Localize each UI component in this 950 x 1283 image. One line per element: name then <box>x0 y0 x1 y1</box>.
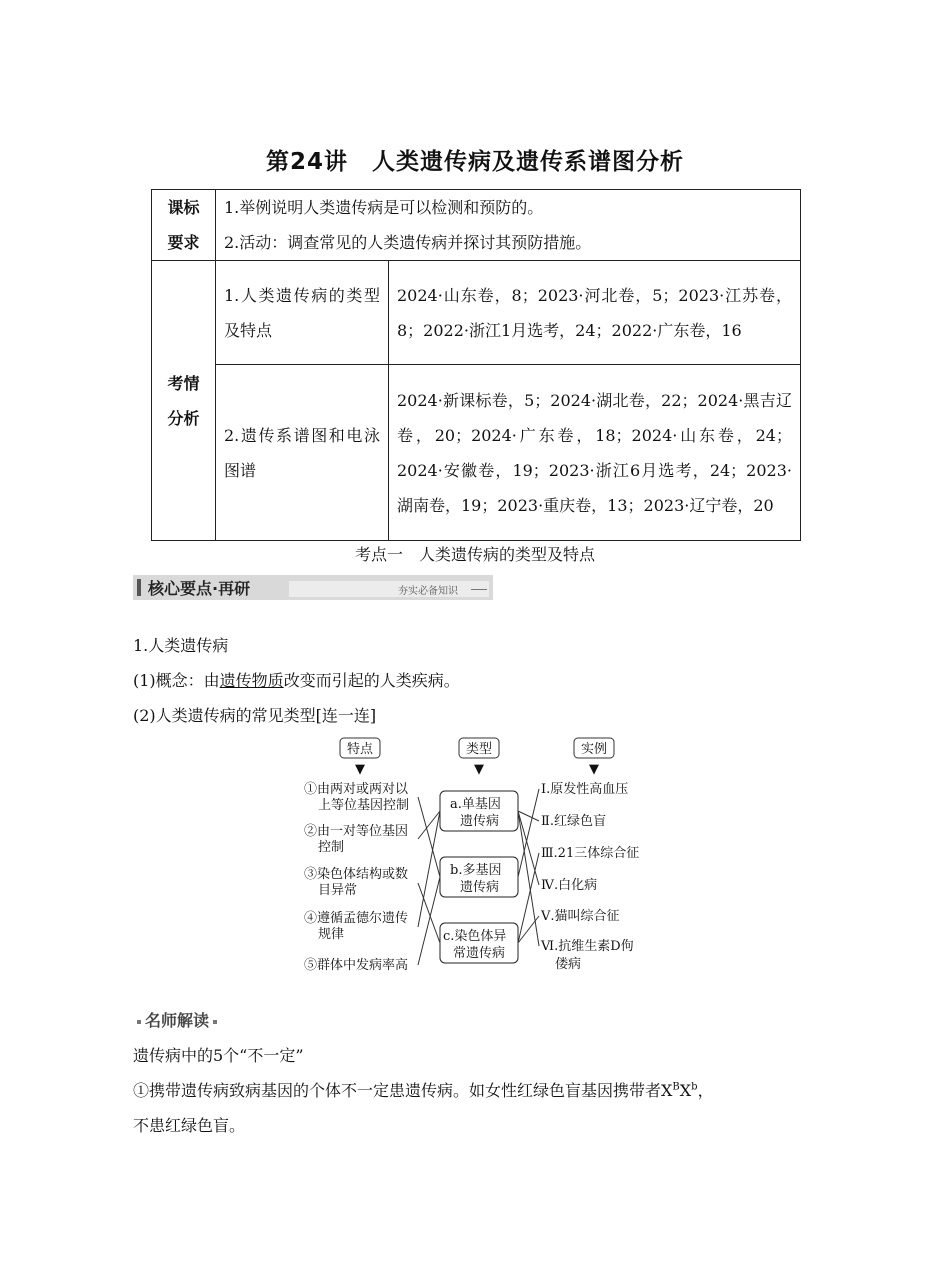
matching-diagram <box>300 735 660 980</box>
teacher-note-label-text: 名师解读 <box>145 1011 210 1030</box>
banner-tag: 夯实必备知识 <box>398 586 458 597</box>
paragraph-heading: 1.人类遗传病 <box>133 636 229 655</box>
requirement-line: 1.举例说明人类遗传病是可以检测和预防的。 <box>224 198 544 217</box>
table-row-requirements <box>152 190 801 261</box>
header-examples: 实例 <box>580 742 608 757</box>
type-item: 遗传病 <box>460 880 500 895</box>
requirements-cell <box>216 190 801 261</box>
page-title: 第24讲 人类遗传病及遗传系谱图分析 <box>265 149 684 175</box>
header-line: 课标 <box>167 198 200 217</box>
superscript: B <box>672 1081 680 1093</box>
note-text: ， <box>697 1081 714 1100</box>
arrow-down-icon: ▼ <box>474 762 484 777</box>
feature-item: ⑤群体中发病率高 <box>304 958 409 973</box>
header-cell-analysis <box>152 261 216 541</box>
header-types: 类型 <box>465 742 493 757</box>
type-item: 常遗传病 <box>453 946 506 961</box>
feature-list <box>304 781 409 973</box>
sources-cell: 2024·山东卷，8；2023·河北卷，5；2023·江苏卷，8；2022·浙江1月选考，24；2022·广东卷，16 <box>389 261 801 365</box>
banner-label: 核心要点·再研 <box>148 579 251 598</box>
header-line: 考情 <box>167 373 200 393</box>
topic-cell: 2.遗传系谱图和电泳图谱 <box>216 365 389 541</box>
concept-suffix: 改变而引起的人类疾病。 <box>283 671 460 690</box>
connector-line <box>418 797 440 877</box>
feature-item: ③染色体结构或数 <box>304 867 409 882</box>
header-cell-requirements <box>152 190 216 261</box>
example-list <box>540 781 639 972</box>
example-item: Ⅴ.猫叫综合征 <box>541 909 620 924</box>
type-item: b.多基因 <box>450 863 502 878</box>
diagram-headers <box>340 738 614 777</box>
example-item: Ⅳ.白化病 <box>541 878 598 893</box>
teacher-note-item <box>133 1078 813 1101</box>
connector-line <box>518 811 539 821</box>
feature-item: 上等位基因控制 <box>318 798 410 813</box>
example-item: Ⅲ.21三体综合征 <box>541 846 640 861</box>
connector-line <box>418 877 440 965</box>
section-subtitle: 考点一 人类遗传病的类型及特点 <box>354 545 595 564</box>
feature-item: 目异常 <box>318 883 358 898</box>
table-row-analysis-1 <box>152 261 801 365</box>
connector-line <box>418 811 440 927</box>
banner-tag-line <box>471 589 487 590</box>
connector-line <box>518 811 539 885</box>
superscript: b <box>691 1081 698 1093</box>
type-item: c.染色体异 <box>443 929 507 944</box>
teacher-note-heading: 遗传病中的5个“不一定” <box>133 1046 304 1065</box>
topic-cell: 1.人类遗传病的类型及特点 <box>216 261 389 365</box>
feature-item: ①由两对或两对以 <box>304 782 409 797</box>
feature-item: ④遵循孟德尔遗传 <box>304 911 409 926</box>
paragraph-concept <box>133 668 460 691</box>
connector-line <box>418 811 440 839</box>
arrow-down-icon: ▼ <box>589 762 599 777</box>
banner-bar <box>137 579 141 596</box>
example-item: Ⅵ.抗维生素D佝 <box>541 939 634 954</box>
teacher-note-item-cont: 不患红绿色盲。 <box>133 1116 246 1135</box>
square-bullet-icon <box>213 1020 217 1024</box>
feature-item: 控制 <box>318 840 345 855</box>
feature-item: ②由一对等位基因 <box>304 824 409 839</box>
example-item: Ⅱ.红绿色盲 <box>541 814 606 829</box>
requirement-line: 2.活动：调查常见的人类遗传病并探讨其预防措施。 <box>224 233 592 252</box>
feature-item: 规律 <box>318 927 345 942</box>
type-item: 遗传病 <box>460 814 500 829</box>
table-row-analysis-2 <box>152 365 801 541</box>
teacher-note-label <box>133 1008 221 1031</box>
arrow-down-icon: ▼ <box>355 762 365 777</box>
section-banner <box>133 575 493 600</box>
square-bullet-icon <box>137 1020 141 1024</box>
type-item: a.单基因 <box>450 797 501 812</box>
sources-cell: 2024·新课标卷，5；2024·湖北卷，22；2024·黑吉辽卷，20；2024·广东卷，18；2024·山东卷，24；2024·安徽卷，19；2023·浙江6月选考，24；2023·湖南卷，19；2023·重庆卷，13；2023·辽宁卷，20 <box>389 365 801 541</box>
curriculum-table <box>151 189 801 541</box>
type-boxes <box>440 791 518 963</box>
example-item: 偻病 <box>555 957 582 972</box>
header-line: 分析 <box>167 408 200 428</box>
header-line: 要求 <box>167 233 200 252</box>
header-features: 特点 <box>346 742 374 757</box>
concept-underlined: 遗传物质 <box>219 671 284 690</box>
concept-prefix: (1)概念：由 <box>133 671 220 690</box>
example-item: Ⅰ.原发性高血压 <box>541 782 629 797</box>
paragraph-types: (2)人类遗传病的常见类型[连一连] <box>133 706 377 725</box>
note-text: ①携带遗传病致病基因的个体不一定患遗传病。如女性红绿色盲基因携带者X <box>133 1081 673 1100</box>
note-text: X <box>679 1081 692 1100</box>
banner-tag-bg <box>289 581 489 597</box>
